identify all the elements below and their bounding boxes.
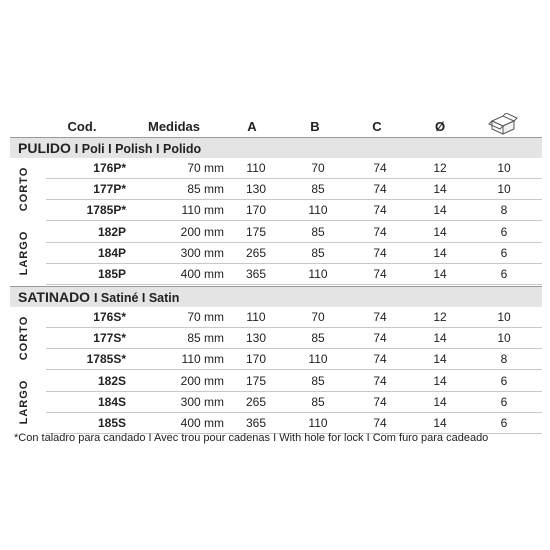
cell-a: 175 (245, 374, 267, 388)
table-row (46, 243, 542, 264)
footnote: *Con taladro para candado I Avec trou pour cadenas I With hole for lock I Com furo para cadeado (14, 432, 489, 444)
cell-cod: 182S (97, 374, 126, 388)
cell-cod: 182P (97, 225, 126, 239)
cell-medidas: 85 mm (187, 182, 224, 196)
cell-c: 74 (373, 267, 387, 281)
table-row (46, 222, 542, 243)
cell-c: 74 (373, 182, 387, 196)
header-b: B (310, 119, 320, 134)
cell-a: 265 (245, 395, 267, 409)
cell-a: 110 (246, 161, 266, 175)
table-row (46, 371, 542, 392)
section-title (18, 140, 201, 156)
cell-c: 74 (373, 374, 387, 388)
cell-diam: 12 (433, 310, 447, 324)
cell-medidas: 300 mm (180, 395, 224, 409)
table-row (46, 179, 542, 200)
cell-diam: 14 (433, 246, 447, 260)
cell-a: 130 (245, 182, 267, 196)
section-title-main: PULIDO (18, 140, 71, 156)
cell-cod: 184S (97, 395, 126, 409)
cell-c: 74 (373, 246, 387, 260)
table-row (46, 413, 542, 434)
header-medidas: Medidas (147, 119, 200, 134)
cell-cod: 177S* (93, 331, 126, 345)
cell-box: 6 (500, 225, 508, 239)
cell-medidas: 300 mm (180, 246, 224, 260)
cell-medidas: 200 mm (180, 374, 224, 388)
cell-cod: 184P (97, 246, 126, 260)
cell-box: 6 (500, 374, 508, 388)
cell-c: 74 (373, 416, 387, 430)
cell-a: 170 (245, 352, 267, 366)
group-label: LARGO (18, 379, 30, 424)
cell-cod: 185P (97, 267, 126, 281)
cell-c: 74 (373, 331, 387, 345)
cell-cod: 176S* (93, 310, 126, 324)
cell-box: 10 (497, 331, 511, 345)
cell-diam: 14 (433, 352, 447, 366)
header-c: C (372, 119, 382, 134)
cell-medidas: 85 mm (187, 331, 224, 345)
cell-medidas: 70 mm (187, 310, 224, 324)
table-row (46, 307, 542, 328)
cell-diam: 12 (433, 161, 447, 175)
cell-diam: 14 (433, 267, 447, 281)
cell-b: 110 (308, 352, 328, 366)
table-row (46, 328, 542, 349)
box-icon (488, 113, 518, 135)
cell-b: 70 (311, 310, 325, 324)
cell-diam: 14 (433, 225, 447, 239)
cell-b: 110 (308, 416, 328, 430)
cell-a: 130 (245, 331, 267, 345)
cell-diam: 14 (433, 374, 447, 388)
cell-c: 74 (373, 395, 387, 409)
cell-b: 85 (311, 395, 325, 409)
section-title (18, 289, 179, 305)
cell-diam: 14 (433, 331, 447, 345)
cell-box: 6 (500, 267, 508, 281)
cell-diam: 14 (433, 416, 447, 430)
cell-box: 10 (497, 310, 511, 324)
cell-box: 8 (500, 352, 508, 366)
cell-medidas: 400 mm (180, 416, 224, 430)
cell-a: 175 (245, 225, 267, 239)
cell-box: 6 (500, 416, 508, 430)
cell-box: 6 (500, 395, 508, 409)
cell-b: 85 (311, 182, 325, 196)
cell-medidas: 110 mm (181, 352, 224, 366)
cell-box: 10 (497, 182, 511, 196)
group-label: CORTO (18, 315, 30, 360)
cell-a: 170 (245, 203, 267, 217)
cell-cod: 1785P* (86, 203, 126, 217)
table-row (46, 349, 542, 370)
cell-c: 74 (373, 310, 387, 324)
group-label: LARGO (18, 230, 30, 275)
section-header (10, 286, 542, 307)
cell-box: 10 (497, 161, 511, 175)
section-title-main: SATINADO (18, 289, 91, 305)
cell-diam: 14 (433, 395, 447, 409)
cell-c: 74 (373, 225, 387, 239)
cell-box: 8 (500, 203, 508, 217)
cell-b: 110 (308, 267, 328, 281)
section-title-translations: I Satiné I Satin (93, 291, 180, 305)
table-row (46, 264, 542, 285)
cell-b: 85 (311, 225, 325, 239)
cell-cod: 185S (97, 416, 126, 430)
group-label: CORTO (18, 166, 30, 211)
cell-b: 70 (311, 161, 325, 175)
cell-c: 74 (373, 352, 387, 366)
table-row (46, 200, 542, 221)
cell-medidas: 110 mm (181, 203, 224, 217)
section-title-translations: I Poli I Polish I Polido (74, 142, 202, 156)
cell-c: 74 (373, 161, 387, 175)
cell-diam: 14 (433, 182, 447, 196)
cell-b: 85 (311, 374, 325, 388)
table-row (46, 158, 542, 179)
cell-a: 265 (245, 246, 267, 260)
cell-medidas: 70 mm (187, 161, 224, 175)
cell-medidas: 400 mm (180, 267, 224, 281)
table-row (46, 392, 542, 413)
cell-medidas: 200 mm (180, 225, 224, 239)
cell-b: 110 (308, 203, 328, 217)
cell-c: 74 (373, 203, 387, 217)
cell-diam: 14 (433, 203, 447, 217)
cell-b: 85 (311, 246, 325, 260)
section-header (10, 137, 542, 158)
cell-box: 6 (500, 246, 508, 260)
cell-b: 85 (311, 331, 325, 345)
header-a: A (247, 119, 257, 134)
cell-a: 365 (245, 416, 267, 430)
cell-cod: 176P* (93, 161, 126, 175)
cell-a: 365 (245, 267, 267, 281)
cell-cod: 177P* (93, 182, 126, 196)
cell-cod: 1785S* (86, 352, 126, 366)
header-cod: Cod. (67, 119, 97, 134)
header-diameter: Ø (434, 119, 446, 134)
cell-a: 110 (246, 310, 266, 324)
